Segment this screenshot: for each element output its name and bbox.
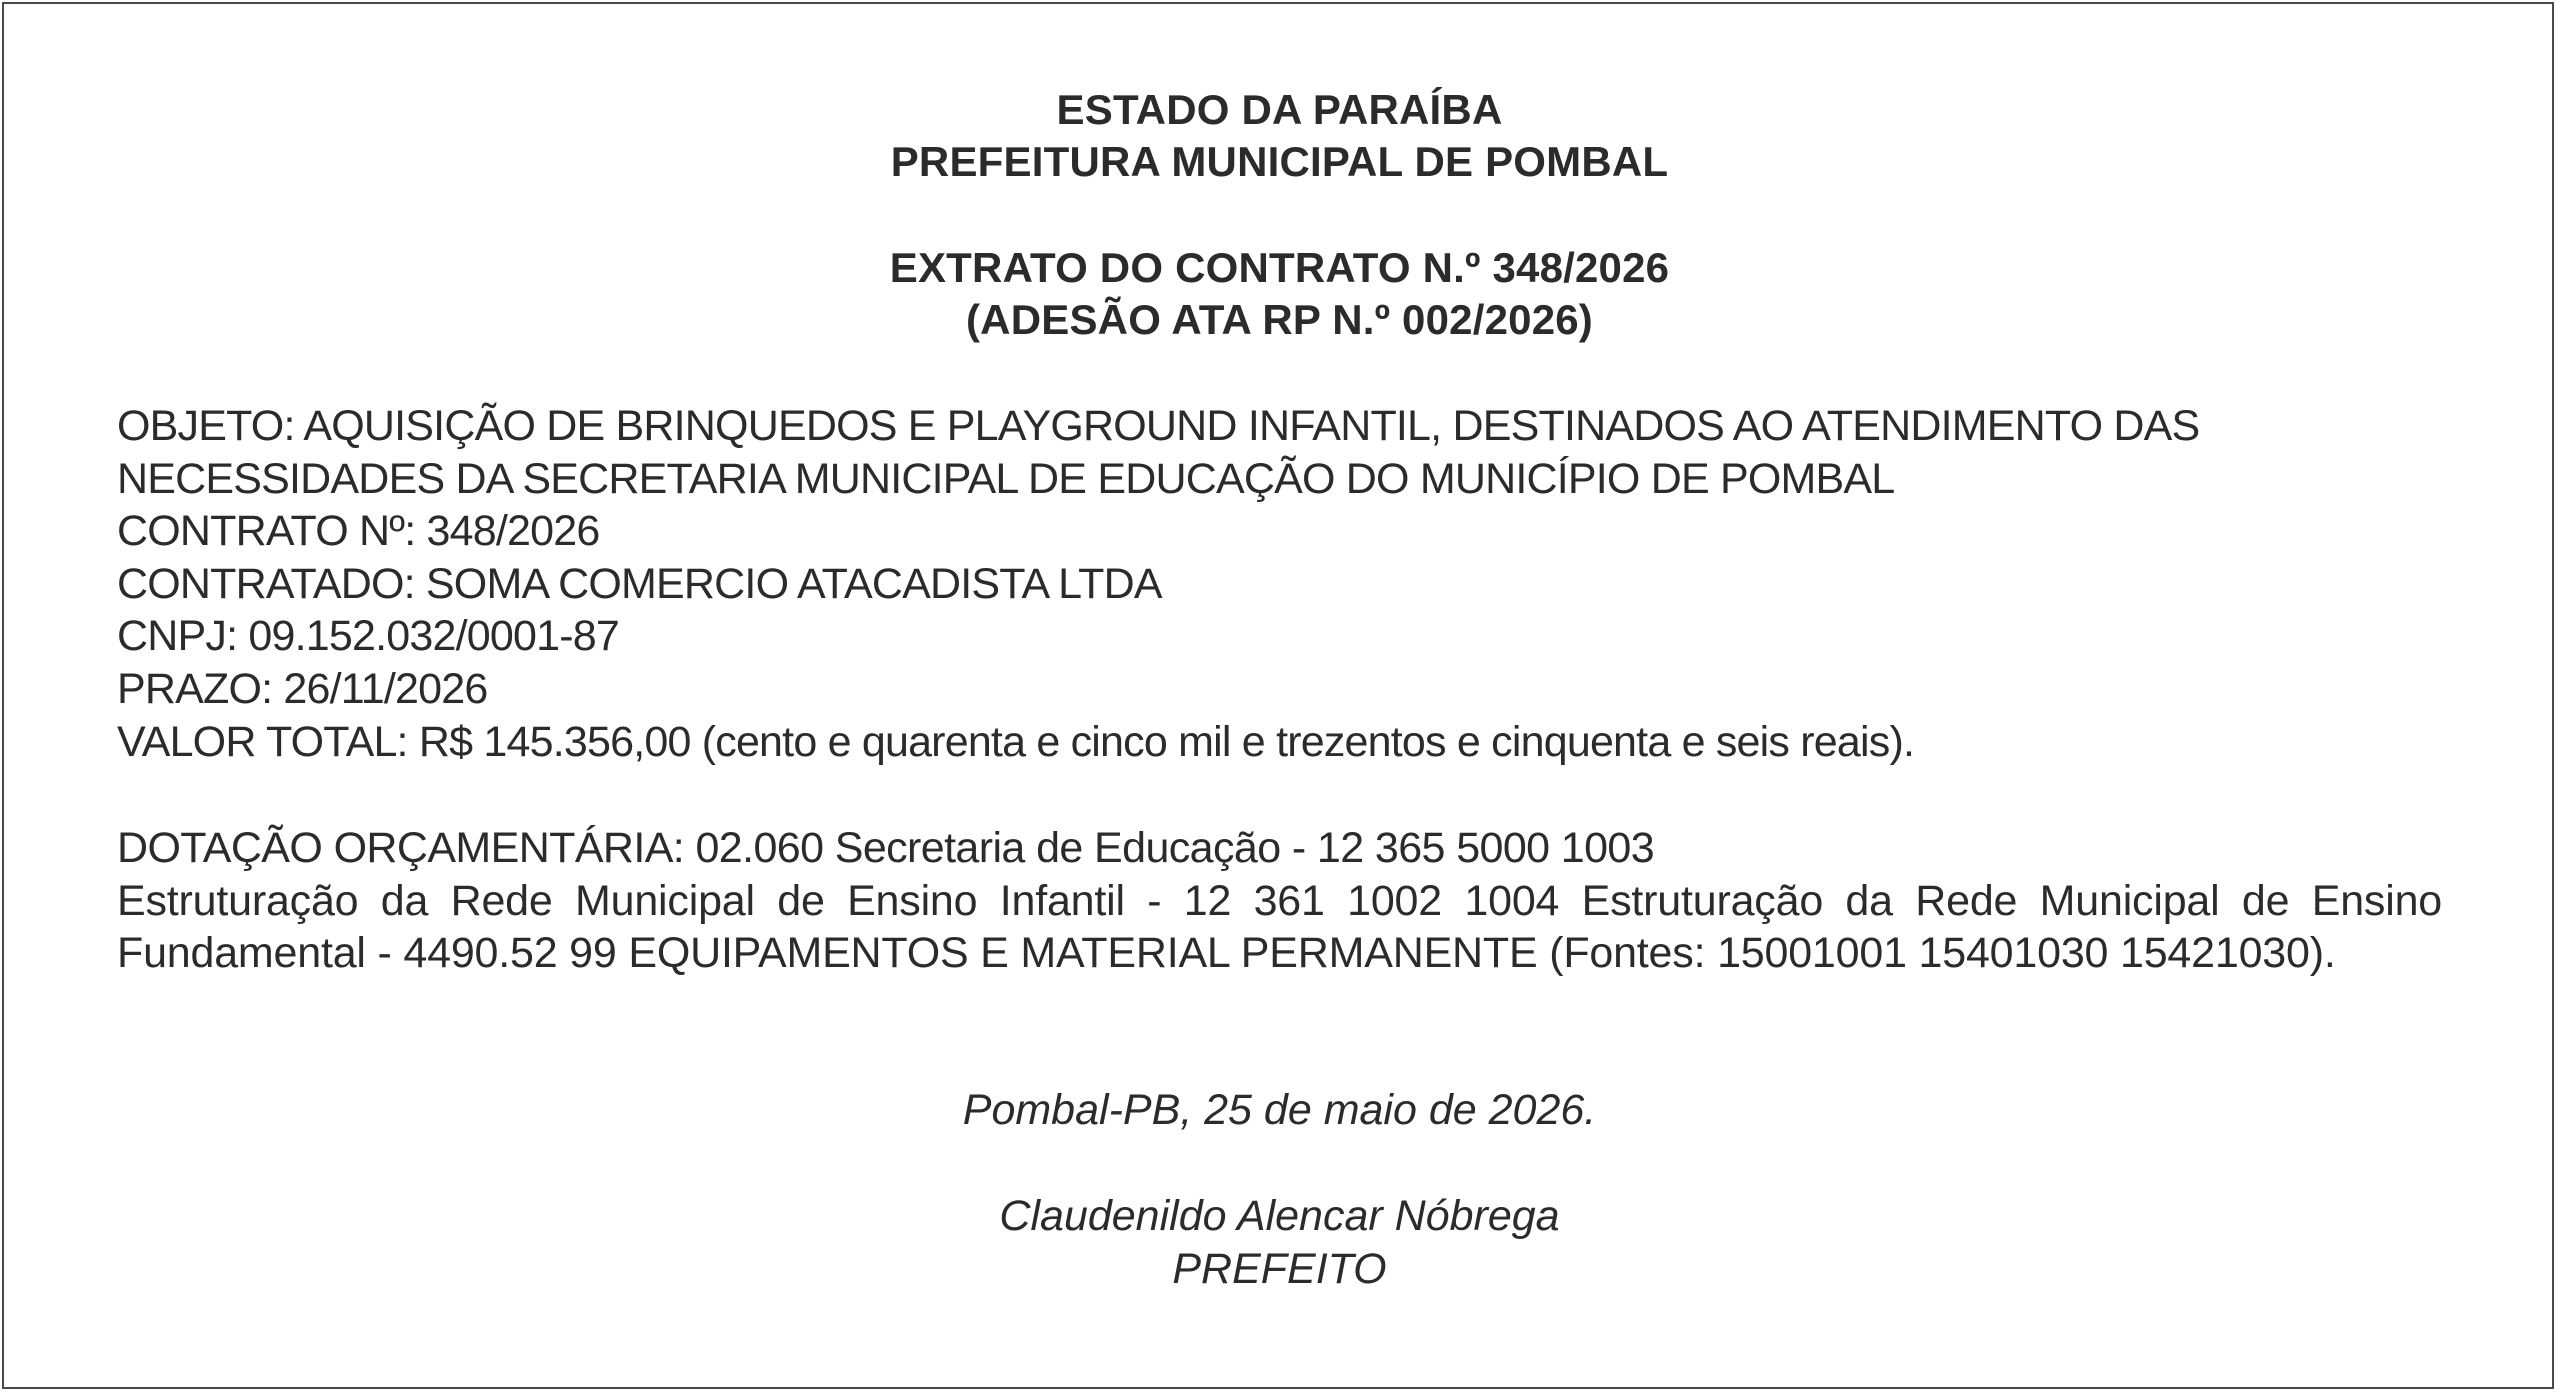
contract-details <box>117 400 2442 768</box>
prazo: PRAZO: 26/11/2026 <box>117 664 488 713</box>
signer-name: Claudenildo Alencar Nóbrega <box>999 1192 1560 1240</box>
ata-reference: (ADESÃO ATA RP N.º 002/2026) <box>965 296 1593 343</box>
contract-extract-document <box>117 0 2442 1393</box>
valor-total: VALOR TOTAL: R$ 145.356,00 (cento e quarenta e cinco mil e trezentos e cinquenta e seis reais). <box>117 717 1915 766</box>
objeto-line-1: OBJETO: AQUISIÇÃO DE BRINQUEDOS E PLAYGROUND INFANTIL, DESTINADOS AO ATENDIMENTO DAS <box>117 402 2200 450</box>
municipality-name: PREFEITURA MUNICIPAL DE POMBAL <box>890 138 1669 185</box>
objeto-line-2: NECESSIDADES DA SECRETARIA MUNICIPAL DE EDUCAÇÃO DO MUNICÍPIO DE POMBAL <box>117 454 1895 503</box>
contratado: CONTRATADO: SOMA COMERCIO ATACADISTA LTDA <box>117 559 1162 608</box>
dotacao-line-1: DOTAÇÃO ORÇAMENTÁRIA: 02.060 Secretaria de Educação - 12 365 5000 1003 <box>117 824 1655 872</box>
signature-block <box>117 1190 2442 1296</box>
dotacao-orcamentaria <box>117 822 2442 980</box>
document-title <box>117 242 2442 346</box>
state-name: ESTADO DA PARAÍBA <box>1056 86 1503 133</box>
contract-title: EXTRATO DO CONTRATO N.º 348/2026 <box>889 244 1670 291</box>
cnpj: CNPJ: 09.152.032/0001-87 <box>117 612 619 661</box>
place-date-text: Pombal-PB, 25 de maio de 2026. <box>962 1086 1597 1134</box>
dotacao-text: Estruturação da Rede Municipal de Ensino Infantil - 12 361 1002 1004 Estruturação da Rede Municipal de Ensino Fundamental - 4490.52 99 EQUIPAMENTOS E MATERIAL PERMANENTE (Fontes: 15001001 15401030 15421030). <box>117 876 2442 977</box>
signer-title: PREFEITO <box>1172 1245 1387 1293</box>
issuer-header <box>117 84 2442 188</box>
place-and-date <box>117 1084 2442 1137</box>
contrato-number: CONTRATO Nº: 348/2026 <box>117 507 600 556</box>
